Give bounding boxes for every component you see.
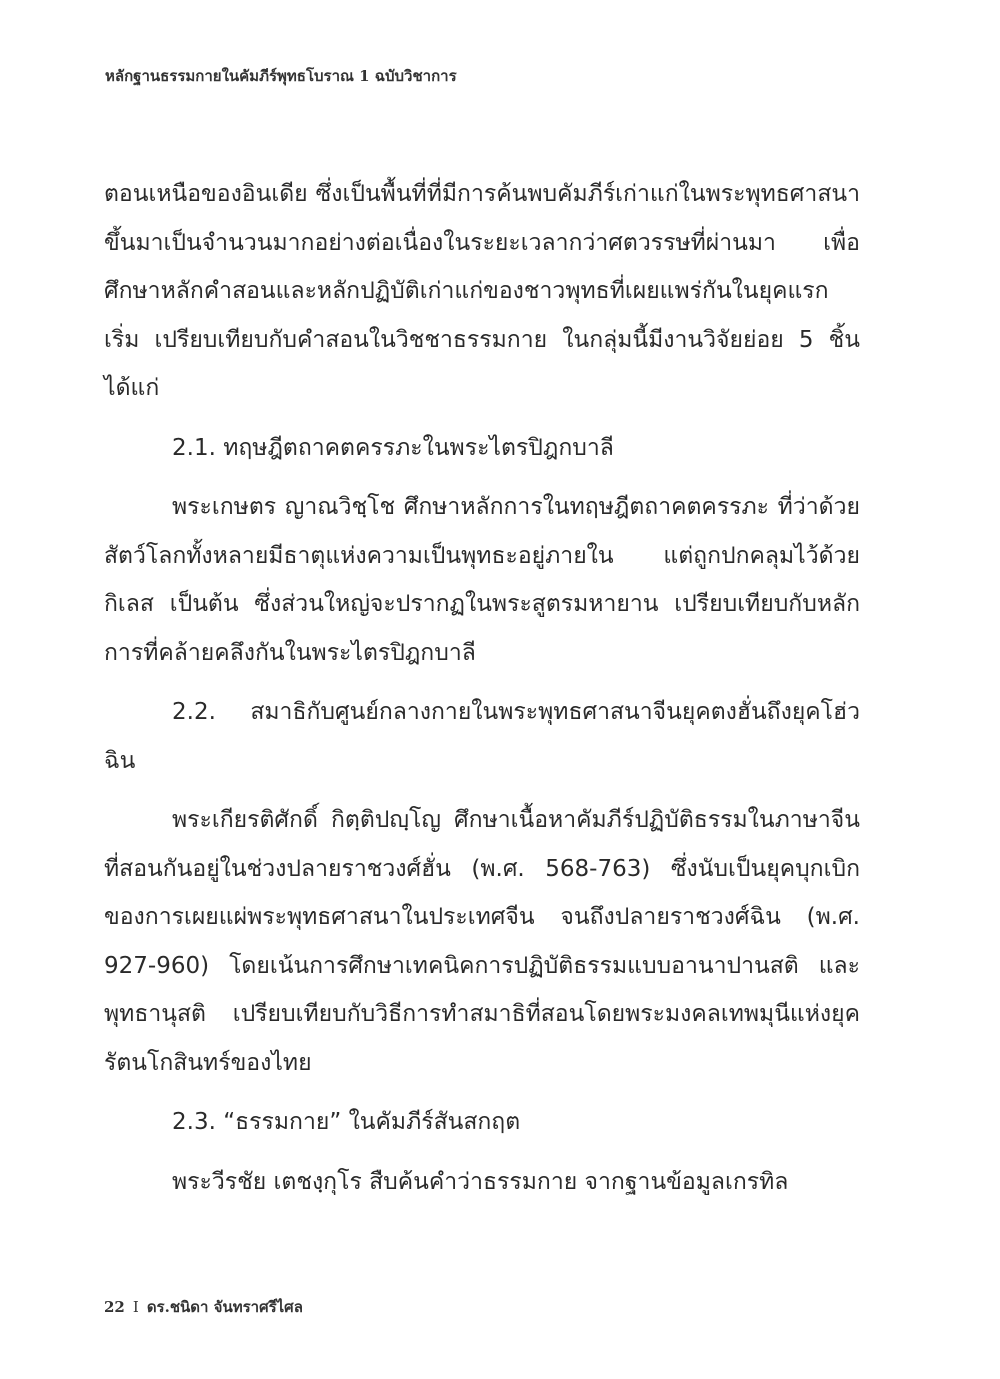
- footer-separator: I: [132, 1298, 139, 1316]
- section-heading-2-1: 2.1. ทฤษฎีตถาคตครรภะในพระไตรปิฎกบาลี: [172, 434, 614, 461]
- section-paragraph-2-2: พระเกียรติศักดิ์ กิตฺติปญฺโญ ศึกษาเนื้อหาคัมภีร์ปฏิบัติธรรมในภาษาจีนที่สอนกันอยู่ในช่วงปลายราชวงศ์ฮั่น (พ.ศ. 568-763) ซึ่งนับเป็นยุคบุกเบิกของการเผยแผ่พระพุทธศาสนาในประเทศจีน จนถึงปลายราชวงศ์ฉิน (พ.ศ. 927-960) โดยเน้นการศึกษาเทคนิคการปฏิบัติธรรมแบบอานาปานสติ และพุทธานุสติ เปรียบเทียบกับวิธีการทำสมาธิที่สอนโดยพระมงคลเทพมุนีแห่งยุครัตนโกสินทร์ของไทย: [104, 807, 860, 1076]
- intro-paragraph: ตอนเหนือของอินเดีย ซึ่งเป็นพื้นที่ที่มีการค้นพบคัมภีร์เก่าแก่ในพระพุทธศาสนาขึ้นมาเป็นจำนวนมากอย่างต่อเนื่องในระยะเวลากว่าศตวรรษที่ผ่านมา เพื่อศึกษาหลักคำสอนและหลักปฏิบัติเก่าแก่ของชาวพุทธที่เผยแพร่กันในยุคแรกเริ่ม เปรียบเทียบกับคำสอนในวิชชาธรรมกาย ในกลุ่มนี้มีงานวิจัยย่อย 5 ชิ้น ได้แก่: [104, 181, 860, 401]
- section-paragraph-2-1: พระเกษตร ญาณวิชฺโช ศึกษาหลักการในทฤษฎีตถาคตครรภะ ที่ว่าด้วยสัตว์โลกทั้งหลายมีธาตุแห่งความเป็นพุทธะอยู่ภายใน แต่ถูกปกคลุมไว้ด้วยกิเลส เป็นต้น ซึ่งส่วนใหญ่จะปรากฏในพระสูตรมหายาน เปรียบเทียบกับหลักการที่คล้ายคลึงกันในพระไตรปิฎกบาลี: [104, 494, 860, 666]
- section-heading-2-3: 2.3. “ธรรมกาย” ในคัมภีร์สันสกฤต: [172, 1109, 521, 1135]
- page-number: 22: [104, 1298, 125, 1316]
- footer-author: ดร.ชนิดา จันทราศรีไศล: [146, 1298, 303, 1316]
- page-body: [104, 170, 860, 1206]
- section-heading-2-2: 2.2. สมาธิกับศูนย์กลางกายในพระพุทธศาสนาจีนยุคตงฮั่นถึงยุคโฮ่วฉิน: [104, 699, 860, 774]
- running-header: หลักฐานธรรมกายในคัมภีร์พุทธโบราณ 1 ฉบับวิชาการ: [105, 67, 457, 85]
- page-footer: [104, 1295, 303, 1319]
- section-paragraph-2-3: พระวีรชัย เตชงฺกุโร สืบค้นคำว่าธรรมกาย จากฐานข้อมูลเกรทิล: [172, 1168, 789, 1195]
